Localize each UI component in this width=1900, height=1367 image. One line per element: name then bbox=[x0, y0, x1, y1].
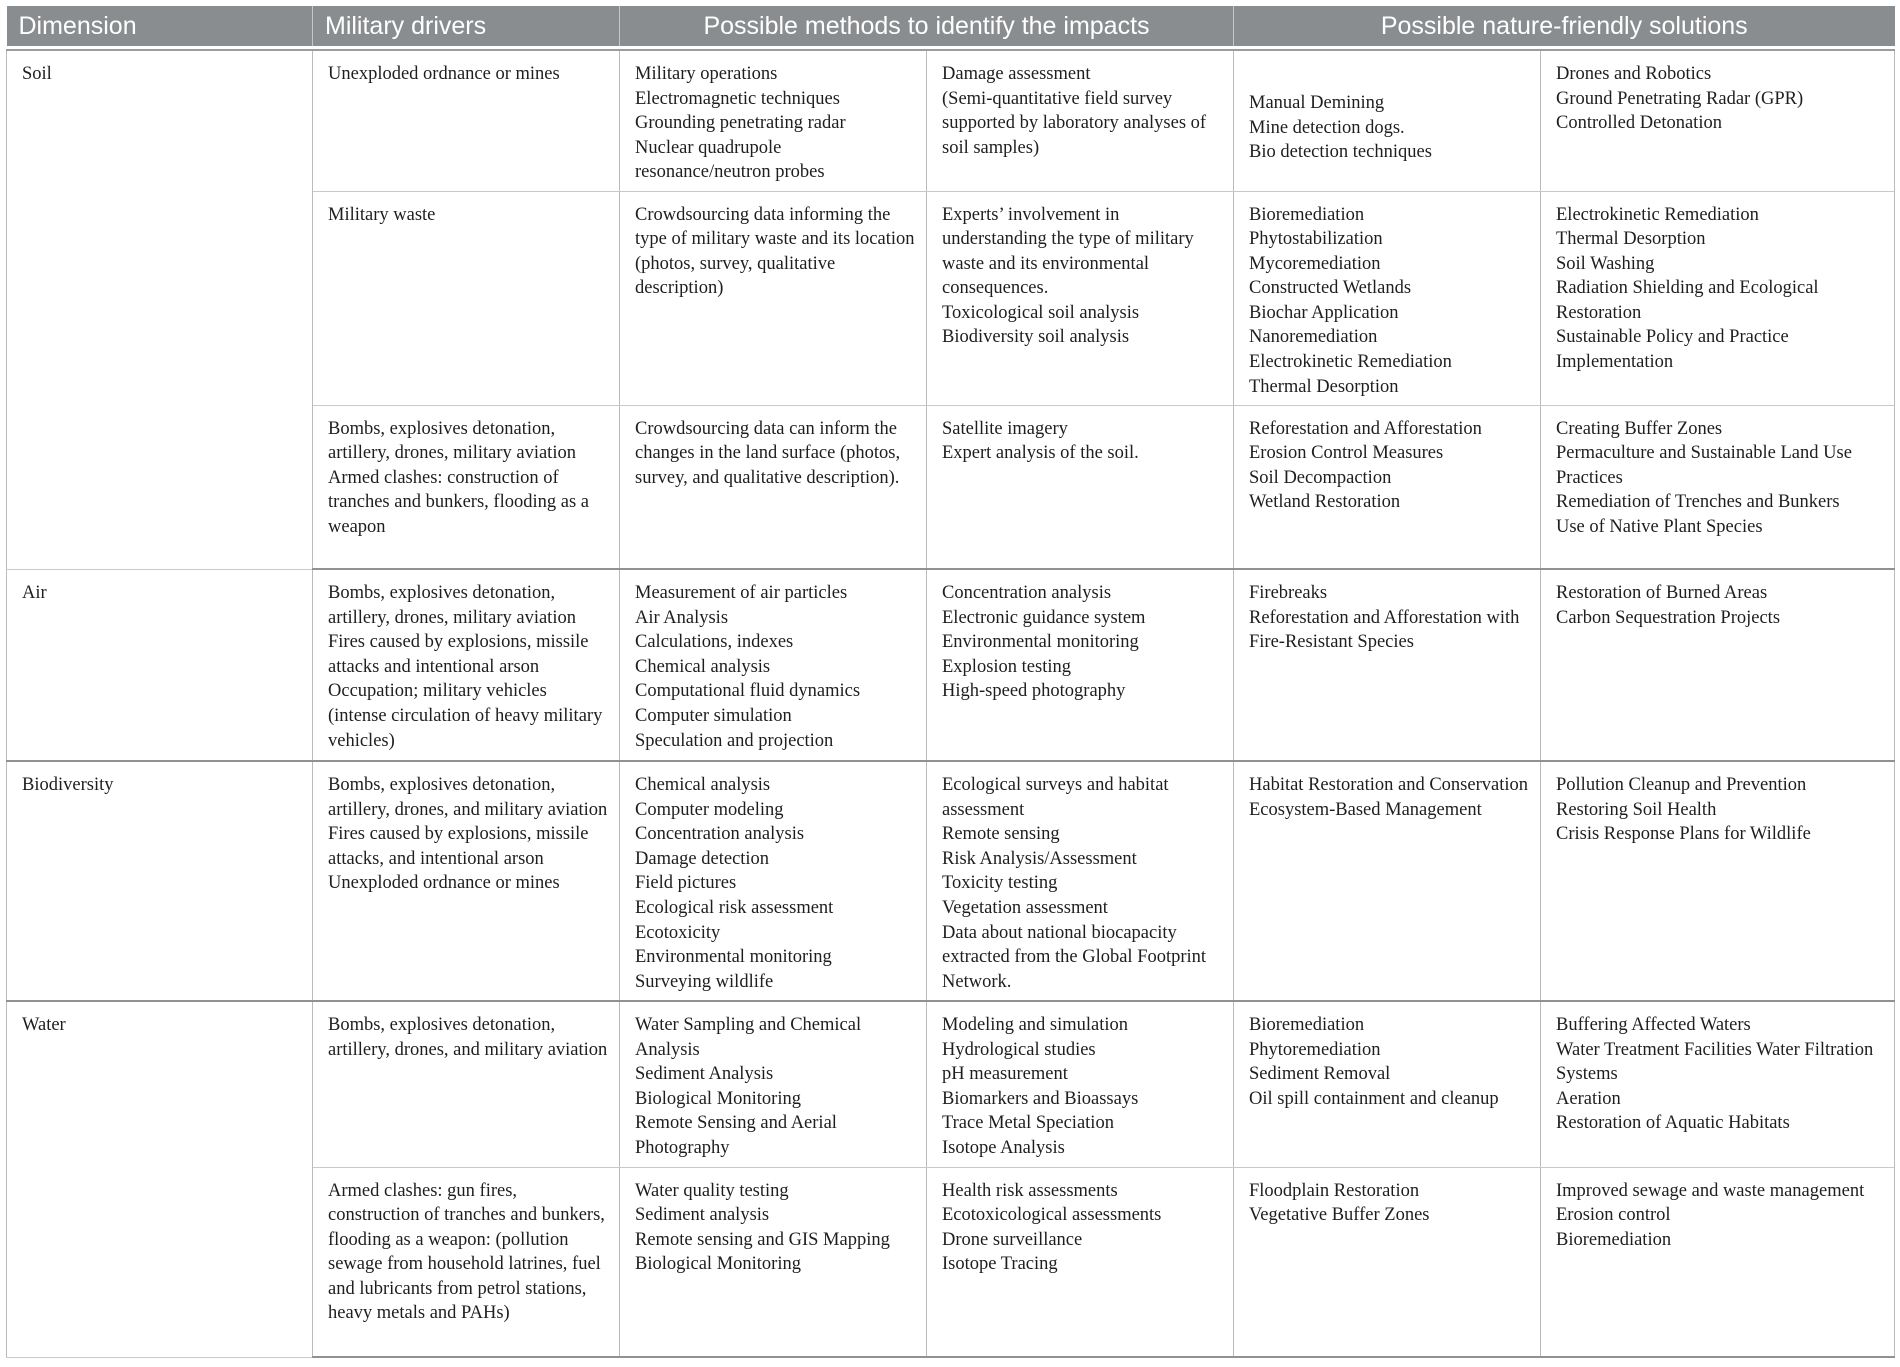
method-cell: Concentration analysis Electronic guidance system Environmental monitoring Explosion testing High-speed photography bbox=[927, 569, 1234, 761]
solution-cell: Bioremediation Phytoremediation Sediment Removal Oil spill containment and cleanup bbox=[1234, 1001, 1541, 1167]
solution-cell: Habitat Restoration and Conservation Ecosystem-Based Management bbox=[1234, 761, 1541, 1001]
method-cell: Military operations Electromagnetic techniques Grounding penetrating radar Nuclear quadrupole resonance/neutron probes bbox=[620, 50, 927, 191]
solution-cell: Reforestation and Afforestation Erosion Control Measures Soil Decompaction Wetland Restoration bbox=[1234, 405, 1541, 569]
dimension-air: Air bbox=[7, 569, 313, 761]
driver-cell: Unexploded ordnance or mines bbox=[313, 50, 620, 191]
solution-cell: Floodplain Restoration Vegetative Buffer Zones bbox=[1234, 1167, 1541, 1357]
driver-cell: Bombs, explosives detonation, artillery, drones, and military aviation bbox=[313, 1001, 620, 1167]
dimension-soil: Soil bbox=[7, 50, 313, 569]
method-cell: Health risk assessments Ecotoxicological assessments Drone surveillance Isotope Tracing bbox=[927, 1167, 1234, 1357]
solution-cell: Buffering Affected Waters Water Treatment Facilities Water Filtration Systems Aeration Restoration of Aquatic Habitats bbox=[1541, 1001, 1895, 1167]
solution-cell: Restoration of Burned Areas Carbon Sequestration Projects bbox=[1541, 569, 1895, 761]
method-cell: Water Sampling and Chemical Analysis Sediment Analysis Biological Monitoring Remote Sensing and Aerial Photography bbox=[620, 1001, 927, 1167]
driver-cell: Bombs, explosives detonation, artillery, drones, military aviation Armed clashes: construction of tranches and bunkers, flooding as a weapon bbox=[313, 405, 620, 569]
dimension-water: Water bbox=[7, 1001, 313, 1357]
dimension-biodiversity: Biodiversity bbox=[7, 761, 313, 1001]
method-cell: Ecological surveys and habitat assessment Remote sensing Risk Analysis/Assessment Toxicity testing Vegetation assessment Data about national biocapacity extracted from the Global Footprint Network. bbox=[927, 761, 1234, 1001]
method-cell: Damage assessment (Semi-quantitative field survey supported by laboratory analyses of soil samples) bbox=[927, 50, 1234, 191]
method-cell: Satellite imagery Expert analysis of the soil. bbox=[927, 405, 1234, 569]
driver-cell: Bombs, explosives detonation, artillery, drones, military aviation Fires caused by explosions, missile attacks and intentional arson Occupation; military vehicles (intense circulation of heavy military vehicles) bbox=[313, 569, 620, 761]
method-cell: Crowdsourcing data informing the type of military waste and its location (photos, survey, qualitative description) bbox=[620, 191, 927, 405]
solution-cell: Bioremediation Phytostabilization Mycoremediation Constructed Wetlands Biochar Application Nanoremediation Electrokinetic Remediation Thermal Desorption bbox=[1234, 191, 1541, 405]
solution-cell: Pollution Cleanup and Prevention Restoring Soil Health Crisis Response Plans for Wildlife bbox=[1541, 761, 1895, 1001]
method-cell: Experts’ involvement in understanding the type of military waste and its environmental consequences. Toxicological soil analysis Biodiversity soil analysis bbox=[927, 191, 1234, 405]
solution-cell: Manual Demining Mine detection dogs. Bio detection techniques bbox=[1234, 50, 1541, 191]
driver-cell: Armed clashes: gun fires, construction of tranches and bunkers, flooding as a weapon: (pollution sewage from household latrines, fuel and lubricants from petrol stations, heavy metals and PAHs) bbox=[313, 1167, 620, 1357]
header-row bbox=[7, 6, 1895, 46]
header-methods: Possible methods to identify the impacts bbox=[620, 6, 1234, 46]
solution-cell: Improved sewage and waste management Erosion control Bioremediation bbox=[1541, 1167, 1895, 1357]
method-cell: Water quality testing Sediment analysis Remote sensing and GIS Mapping Biological Monitoring bbox=[620, 1167, 927, 1357]
table-row-air bbox=[7, 569, 1895, 761]
table-row-biodiversity bbox=[7, 761, 1895, 1001]
impacts-table bbox=[6, 6, 1895, 1358]
table-row-water-1 bbox=[7, 1001, 1895, 1167]
solution-cell: Electrokinetic Remediation Thermal Desorption Soil Washing Radiation Shielding and Ecological Restoration Sustainable Policy and Practice Implementation bbox=[1541, 191, 1895, 405]
solution-cell: Creating Buffer Zones Permaculture and Sustainable Land Use Practices Remediation of Trenches and Bunkers Use of Native Plant Species bbox=[1541, 405, 1895, 569]
header-military-drivers: Military drivers bbox=[313, 6, 620, 46]
solution-cell: Drones and Robotics Ground Penetrating Radar (GPR) Controlled Detonation bbox=[1541, 50, 1895, 191]
header-dimension: Dimension bbox=[7, 6, 313, 46]
method-cell: Measurement of air particles Air Analysis Calculations, indexes Chemical analysis Computational fluid dynamics Computer simulation Speculation and projection bbox=[620, 569, 927, 761]
driver-cell: Military waste bbox=[313, 191, 620, 405]
driver-cell: Bombs, explosives detonation, artillery, drones, and military aviation Fires caused by explosions, missile attacks, and intentional arson Unexploded ordnance or mines bbox=[313, 761, 620, 1001]
solution-cell: Firebreaks Reforestation and Afforestation with Fire-Resistant Species bbox=[1234, 569, 1541, 761]
header-solutions: Possible nature-friendly solutions bbox=[1234, 6, 1895, 46]
method-cell: Modeling and simulation Hydrological studies pH measurement Biomarkers and Bioassays Trace Metal Speciation Isotope Analysis bbox=[927, 1001, 1234, 1167]
method-cell: Crowdsourcing data can inform the changes in the land surface (photos, survey, and qualitative description). bbox=[620, 405, 927, 569]
method-cell: Chemical analysis Computer modeling Concentration analysis Damage detection Field pictures Ecological risk assessment Ecotoxicity Environmental monitoring Surveying wildlife bbox=[620, 761, 927, 1001]
table-row-soil-1 bbox=[7, 50, 1895, 191]
